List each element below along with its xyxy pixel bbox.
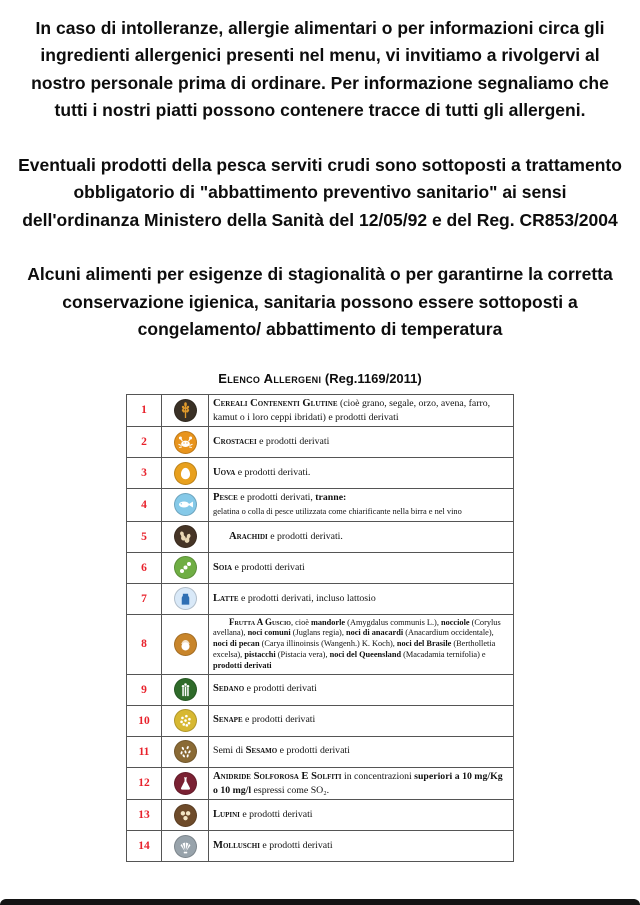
allergen-desc: e prodotti derivati [256, 436, 330, 448]
allergen-row [127, 705, 514, 736]
allergen-text [209, 427, 514, 458]
allergen-icon-cell [162, 489, 209, 521]
allergen-name: Arachidi [229, 530, 268, 542]
allergen-number: 1 [127, 394, 162, 426]
allergen-name: Sedano [213, 683, 245, 695]
allergen-desc: (Corylus avellana), [213, 617, 501, 638]
allergen-icon-cell [162, 614, 209, 674]
allergen-desc: (Bertholletia excelsa), [213, 639, 496, 659]
allergen-text [209, 614, 514, 674]
allergen-name: Sesamo [245, 745, 278, 757]
allergen-row [127, 583, 514, 614]
allergen-desc: in concentrazioni [341, 770, 415, 782]
allergen-desc: e prodotti derivati [239, 808, 313, 820]
allergen-desc: gelatina o colla di pesce utilizzata come chiarificante nella birra e nel vino [213, 507, 462, 517]
allergen-desc: e prodotti derivati [232, 561, 305, 573]
allergen-table-body [127, 394, 514, 861]
allergen-desc: pistacchi [244, 650, 276, 659]
allergen-desc: noci di anacardi [345, 628, 404, 638]
allergen-name: Lupini [213, 808, 240, 820]
allergen-row [127, 674, 514, 705]
allergen-icon-cell [162, 583, 209, 614]
allergen-icon-cell [162, 767, 209, 799]
flask-icon [174, 772, 197, 795]
allergen-icon-cell [162, 705, 209, 736]
allergen-number: 9 [127, 674, 162, 705]
allergen-desc: e prodotti derivati, [237, 492, 316, 504]
intro-text [14, 0, 626, 344]
allergen-desc: e prodotti derivati. [267, 530, 343, 542]
mustard-icon [174, 709, 197, 732]
allergen-desc: (Amygdalus communis L.), [345, 617, 441, 627]
allergen-row [127, 427, 514, 458]
allergen-icon-cell [162, 736, 209, 767]
allergen-icon-cell [162, 427, 209, 458]
allergen-desc: Semi di [213, 745, 246, 757]
allergen-icon-cell [162, 552, 209, 583]
hazelnut-icon [174, 633, 197, 656]
allergen-number: 6 [127, 552, 162, 583]
allergen-row [127, 394, 514, 426]
allergen-desc: noci del Brasile [396, 639, 452, 649]
allergen-row [127, 552, 514, 583]
allergen-name: Crostacei [213, 436, 257, 448]
shell-icon [174, 835, 197, 858]
allergen-table-title-main: Elenco Allergeni [218, 370, 322, 386]
lupin-icon [174, 804, 197, 827]
raw-fish-notice: Eventuali prodotti della pesca serviti crudi sono sottoposti a trattamento obbligatorio di "abbattimento preventivo sanitario" ai sensi dell'ordinanza Ministero della Sanità del 12/05/92 e del Reg. CR853/2004 [18, 154, 622, 230]
allergen-row [127, 458, 514, 489]
allergen-desc: prodotti derivati [213, 660, 272, 670]
soybean-icon [174, 556, 197, 579]
allergen-number: 10 [127, 705, 162, 736]
allergen-number: 14 [127, 831, 162, 862]
allergen-text [209, 394, 514, 426]
allergen-desc: mandorle [311, 617, 346, 627]
allergen-number: 8 [127, 614, 162, 674]
allergen-name: Molluschi [213, 839, 260, 851]
allergen-table-title-reg: (Reg.1169/2011) [324, 370, 422, 386]
fish-icon [174, 493, 197, 516]
allergen-desc: , cioè [290, 617, 311, 627]
allergen-number: 12 [127, 767, 162, 799]
peanut-icon [174, 525, 197, 548]
allergen-row [127, 614, 514, 674]
allergen-name: Pesce [213, 492, 238, 504]
allergen-desc: e prodotti derivati [259, 839, 333, 851]
allergen-name: Anidride Solforosa E Solfiti [213, 770, 342, 782]
allergen-icon-cell [162, 831, 209, 862]
allergen-desc: (Macadamia ternifolia) e [401, 650, 486, 659]
allergen-desc: noci del Queensland [329, 650, 402, 659]
wheat-icon [174, 399, 197, 422]
allergen-desc: e prodotti derivati [244, 683, 317, 695]
allergen-row [127, 800, 514, 831]
allergen-row [127, 736, 514, 767]
allergen-desc: noci comuni [247, 628, 291, 638]
allergen-text [209, 583, 514, 614]
allergen-text [209, 736, 514, 767]
allergen-row [127, 521, 514, 552]
allergen-desc: e prodotti derivati. [235, 467, 311, 479]
allergen-icon-cell [162, 674, 209, 705]
milk-icon [174, 587, 197, 610]
allergen-desc: espressi come SO₂. [251, 784, 330, 796]
allergen-row [127, 489, 514, 521]
allergen-text [209, 674, 514, 705]
celery-icon [174, 678, 197, 701]
allergen-text [209, 831, 514, 862]
allergen-text [209, 552, 514, 583]
allergen-number: 13 [127, 800, 162, 831]
allergen-number: 7 [127, 583, 162, 614]
allergen-table [126, 394, 514, 862]
allergen-desc: e prodotti derivati, incluso lattosio [238, 592, 376, 604]
allergen-text [209, 458, 514, 489]
footer-bar [0, 899, 640, 905]
allergen-desc: nocciole [440, 617, 470, 627]
allergen-desc: (Pistacia vera), [275, 650, 330, 659]
allergen-number: 2 [127, 427, 162, 458]
allergen-desc: (Anacardium occidentale), [403, 628, 494, 638]
allergen-desc: (cioè grano, segale, orzo, avena, farro, kamut o i loro ceppi ibridati) e prodotti derivati [213, 397, 491, 423]
allergen-desc: (Carya illinoinsis (Wangenh.) K. Koch), [259, 639, 397, 649]
allergen-name: Senape [213, 714, 243, 726]
allergen-number: 4 [127, 489, 162, 521]
allergen-desc: (Juglans regia), [290, 628, 346, 638]
allergen-icon-cell [162, 458, 209, 489]
intolerance-notice: In caso di intolleranze, allergie alimentari o per informazioni circa gli ingredienti allergenici presenti nel menu, vi invitiamo a rivolgervi al nostro personale prima di ordinare. Per informazione segnaliamo che tutti i nostri piatti possono contenere tracce di tutti gli allergeni. [31, 18, 609, 121]
allergen-desc: e prodotti derivati [277, 745, 350, 757]
freezing-notice: Alcuni alimenti per esigenze di stagionalità o per garantirne la corretta conservazione igienica, sanitaria possono essere sottoposti a congelamento/ abbattimento di temperatura [27, 264, 613, 340]
allergen-name: Soia [213, 561, 233, 573]
allergen-name: Cereali Contenenti Glutine [213, 397, 338, 409]
allergen-text [209, 800, 514, 831]
allergen-icon-cell [162, 521, 209, 552]
allergen-desc: superiori a 10 mg/Kg o 10 mg/l [213, 770, 503, 796]
allergen-number: 11 [127, 736, 162, 767]
allergen-row [127, 831, 514, 862]
egg-icon [174, 462, 197, 485]
allergen-text [209, 705, 514, 736]
crab-icon [174, 431, 197, 454]
allergen-text [209, 767, 514, 799]
allergen-desc: tranne: [315, 492, 347, 504]
allergen-table-title [0, 371, 640, 386]
allergen-desc: e prodotti derivati [242, 714, 316, 726]
allergen-icon-cell [162, 394, 209, 426]
allergen-text [209, 521, 514, 552]
allergen-name: Frutta A Guscio [229, 616, 291, 627]
allergen-name: Latte [213, 592, 239, 604]
allergen-text [209, 489, 514, 521]
allergen-desc: noci di pecan [213, 639, 260, 649]
allergen-name: Uova [213, 467, 236, 479]
sesame-icon [174, 740, 197, 763]
allergen-icon-cell [162, 800, 209, 831]
allergen-row [127, 767, 514, 799]
allergen-number: 3 [127, 458, 162, 489]
allergen-number: 5 [127, 521, 162, 552]
